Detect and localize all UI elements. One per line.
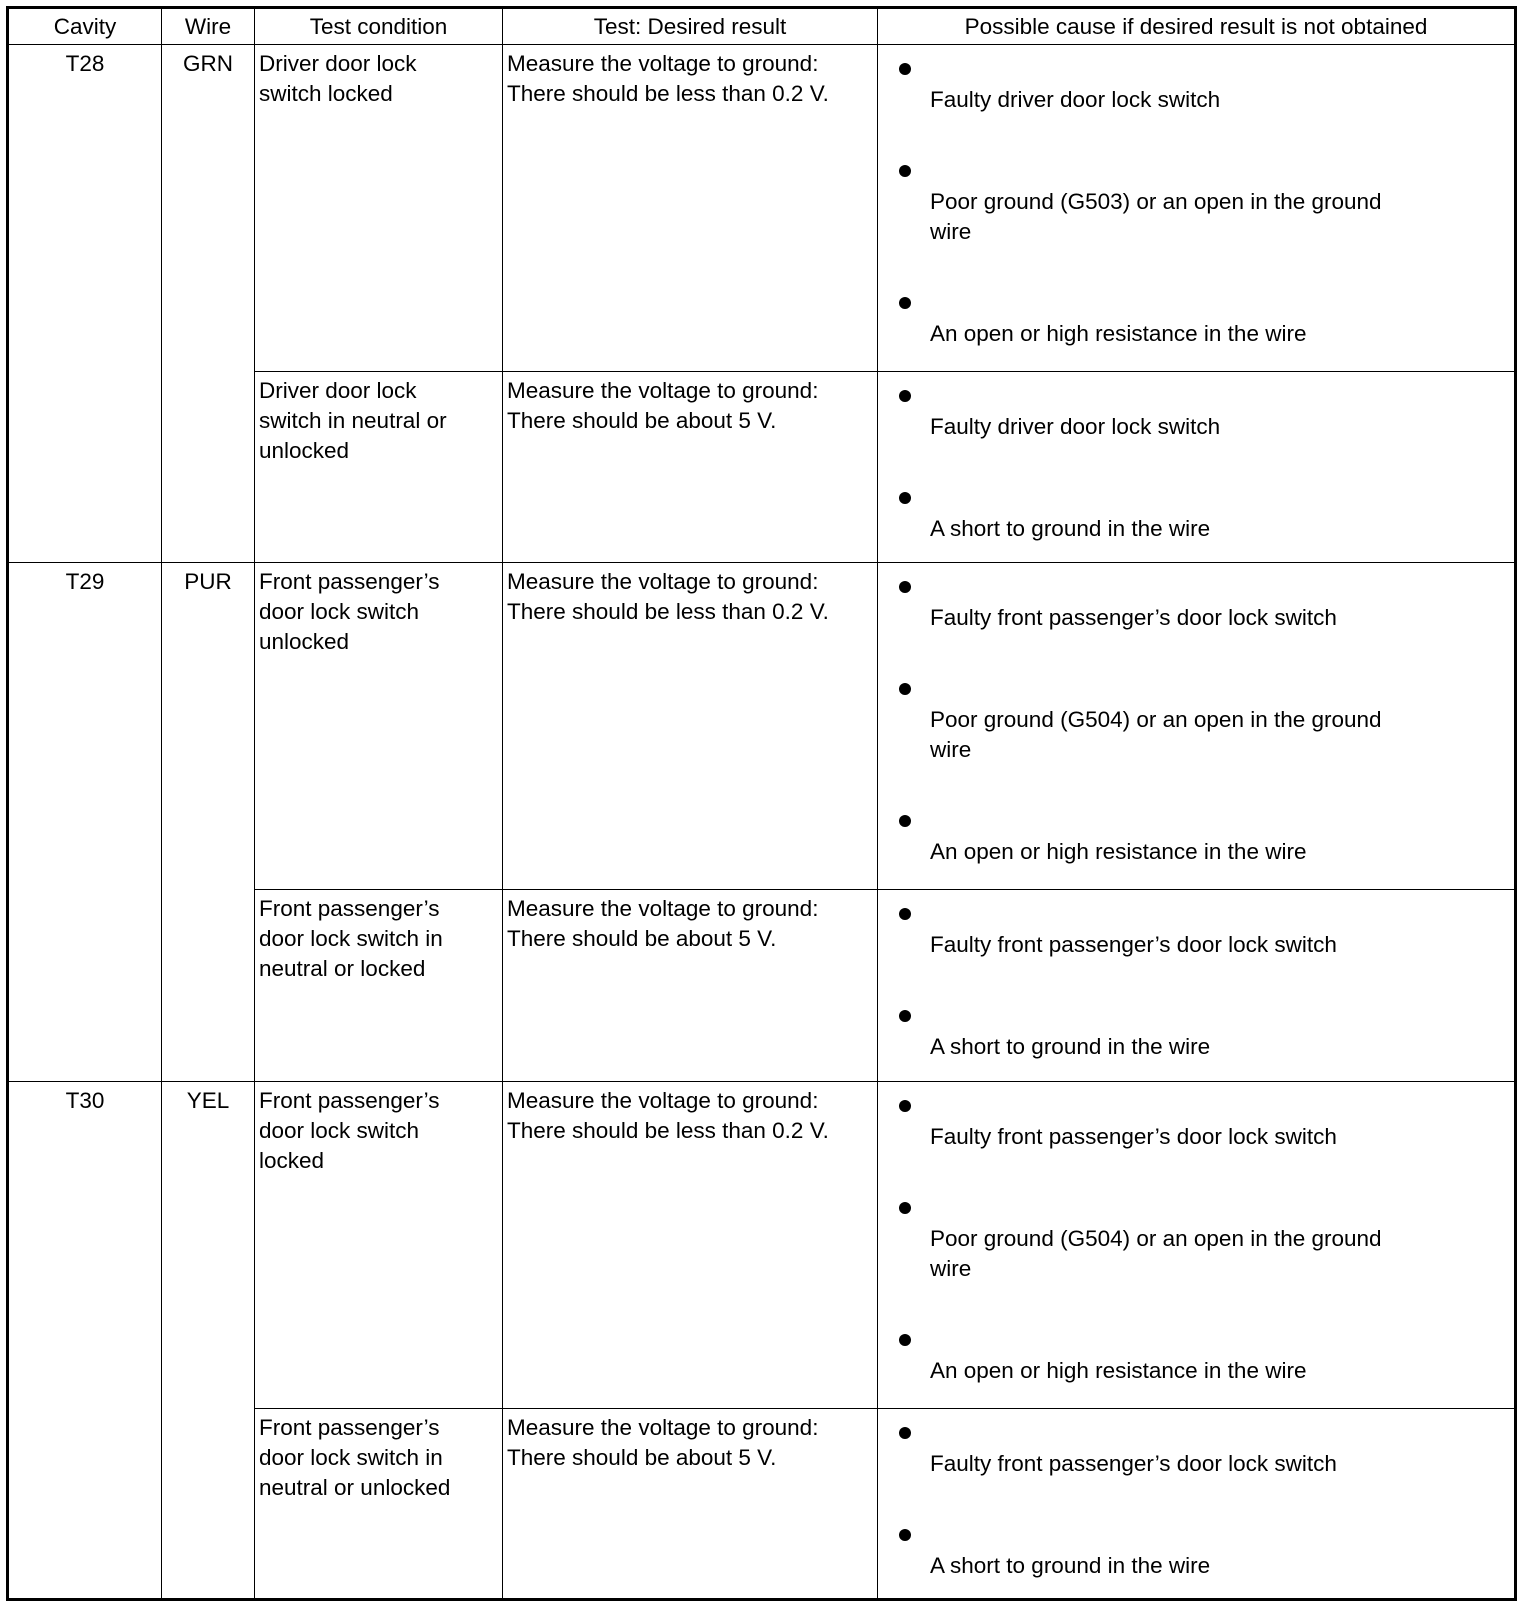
- bullet-icon: [899, 297, 911, 309]
- test-condition-line: door lock switch in: [259, 926, 443, 952]
- wire-color: PUR: [184, 569, 232, 595]
- bullet-icon: [899, 165, 911, 177]
- test-condition-cell: [255, 1408, 503, 1599]
- cause-text: [878, 565, 1514, 633]
- desired-result-line: Measure the voltage to ground:: [507, 51, 819, 76]
- desired-result-cell: [503, 890, 878, 1081]
- desired-result: [503, 1082, 877, 1146]
- test-condition-line: unlocked: [259, 438, 350, 464]
- cause-list: [878, 1082, 1514, 1398]
- cause-list: [878, 563, 1514, 879]
- test-condition-line: Front passenger’s: [259, 1087, 440, 1113]
- cause-item: [878, 1411, 1514, 1479]
- cause-text: [878, 1411, 1514, 1479]
- header-possible-cause: Possible cause if desired result is not obtained: [878, 8, 1516, 45]
- cause-list: [878, 372, 1514, 556]
- table-body: [8, 45, 1516, 1600]
- desired-result-line: There should be less than 0.2 V.: [507, 81, 829, 106]
- desired-result-cell: [503, 1408, 878, 1599]
- cause-item: [878, 149, 1514, 247]
- cause-text-line: A short to ground in the wire: [930, 516, 1211, 542]
- cause-item: [878, 1513, 1514, 1581]
- wire-cell: [162, 563, 255, 1081]
- possible-cause-cell: [878, 1081, 1516, 1408]
- test-condition: [255, 890, 502, 984]
- cause-item: [878, 281, 1514, 349]
- cause-list: [878, 1409, 1514, 1593]
- cavity-cell: [8, 45, 162, 563]
- test-condition-line: unlocked: [259, 629, 350, 655]
- test-condition-cell: [255, 372, 503, 563]
- cause-text: [878, 374, 1514, 442]
- desired-result-line: Measure the voltage to ground:: [507, 1414, 819, 1440]
- test-condition-line: Front passenger’s: [259, 896, 440, 922]
- test-condition-line: switch locked: [259, 81, 393, 106]
- table-row: [8, 563, 1516, 890]
- cause-item: [878, 47, 1514, 115]
- desired-result-line: Measure the voltage to ground:: [507, 896, 819, 922]
- cause-text: [878, 1513, 1514, 1581]
- bullet-icon: [899, 492, 911, 504]
- wire-color: GRN: [183, 51, 233, 76]
- bullet-icon: [899, 63, 911, 75]
- table-row: [8, 45, 1516, 372]
- cavity-cell: [8, 1081, 162, 1599]
- desired-result: [503, 890, 877, 954]
- bullet-icon: [899, 1529, 911, 1541]
- test-condition-line: neutral or locked: [259, 956, 426, 982]
- cause-text: [878, 667, 1514, 765]
- test-condition-cell: [255, 890, 503, 1081]
- cause-text: [878, 47, 1514, 115]
- cause-text-line: Faulty front passenger’s door lock switch: [930, 932, 1337, 958]
- desired-result-line: There should be about 5 V.: [507, 1444, 777, 1470]
- desired-result-line: There should be about 5 V.: [507, 408, 777, 434]
- wire-cell: [162, 45, 255, 563]
- desired-result-cell: [503, 563, 878, 890]
- cause-text-line: Faulty front passenger’s door lock switch: [930, 1450, 1337, 1476]
- cause-item: [878, 994, 1514, 1062]
- desired-result: [503, 1409, 877, 1473]
- desired-result-line: There should be about 5 V.: [507, 926, 777, 952]
- test-condition-line: Front passenger’s: [259, 569, 440, 595]
- desired-result-cell: [503, 372, 878, 563]
- cause-text-line: wire: [930, 1255, 972, 1281]
- header-row: [8, 8, 1516, 45]
- diagnostic-table: [6, 6, 1517, 1601]
- cause-text: [878, 281, 1514, 349]
- desired-result: [503, 563, 877, 627]
- cause-item: [878, 1318, 1514, 1386]
- cause-item: [878, 667, 1514, 765]
- cause-item: [878, 476, 1514, 544]
- bullet-icon: [899, 1100, 911, 1112]
- header-wire: Wire: [162, 8, 255, 45]
- cavity-value: T30: [65, 1087, 105, 1113]
- desired-result-cell: [503, 45, 878, 372]
- desired-result-line: Measure the voltage to ground:: [507, 378, 819, 404]
- test-condition: [255, 372, 502, 466]
- cause-text-line: wire: [930, 737, 972, 763]
- header-test-condition: Test condition: [255, 8, 503, 45]
- bullet-icon: [899, 1334, 911, 1346]
- test-condition-line: Driver door lock: [259, 378, 417, 404]
- bullet-icon: [899, 1202, 911, 1214]
- cause-text-line: A short to ground in the wire: [930, 1552, 1211, 1578]
- header-desired-result: Test: Desired result: [503, 8, 878, 45]
- cause-list: [878, 45, 1514, 361]
- possible-cause-cell: [878, 1408, 1516, 1599]
- cause-text-line: Faulty front passenger’s door lock switch: [930, 605, 1337, 631]
- cause-text: [878, 1318, 1514, 1386]
- cause-text-line: A short to ground in the wire: [930, 1034, 1211, 1060]
- test-condition-line: door lock switch in: [259, 1444, 443, 1470]
- bullet-icon: [899, 390, 911, 402]
- test-condition-cell: [255, 563, 503, 890]
- cause-item: [878, 892, 1514, 960]
- cause-text-line: Poor ground (G504) or an open in the ground: [930, 707, 1382, 733]
- cause-item: [878, 374, 1514, 442]
- desired-result-line: Measure the voltage to ground:: [507, 569, 819, 595]
- test-condition: [255, 1409, 502, 1503]
- cavity-value: T28: [65, 51, 105, 76]
- cause-list: [878, 890, 1514, 1074]
- possible-cause-cell: [878, 890, 1516, 1081]
- test-condition-line: door lock switch: [259, 599, 420, 625]
- cause-text-line: Poor ground (G504) or an open in the ground: [930, 1225, 1382, 1251]
- cause-item: [878, 1084, 1514, 1152]
- cause-text-line: An open or high resistance in the wire: [930, 839, 1307, 865]
- cause-text: [878, 149, 1514, 247]
- test-condition-line: switch in neutral or: [259, 408, 447, 434]
- test-condition-cell: [255, 1081, 503, 1408]
- test-condition: [255, 563, 502, 657]
- desired-result: [503, 372, 877, 436]
- possible-cause-cell: [878, 45, 1516, 372]
- test-condition-line: Driver door lock: [259, 51, 417, 76]
- cause-text-line: An open or high resistance in the wire: [930, 1357, 1307, 1383]
- cause-text-line: Faulty front passenger’s door lock switch: [930, 1123, 1337, 1149]
- cause-item: [878, 565, 1514, 633]
- cause-text: [878, 476, 1514, 544]
- cause-text: [878, 1084, 1514, 1152]
- bullet-icon: [899, 1427, 911, 1439]
- header-cavity: Cavity: [8, 8, 162, 45]
- desired-result-cell: [503, 1081, 878, 1408]
- desired-result-line: There should be less than 0.2 V.: [507, 1117, 829, 1143]
- possible-cause-cell: [878, 372, 1516, 563]
- test-condition: [255, 45, 502, 109]
- cavity-cell: [8, 563, 162, 1081]
- cause-text-line: wire: [930, 219, 972, 244]
- wire-cell: [162, 1081, 255, 1599]
- test-condition-line: Front passenger’s: [259, 1414, 440, 1440]
- cause-text: [878, 892, 1514, 960]
- test-condition-cell: [255, 45, 503, 372]
- test-condition-line: neutral or unlocked: [259, 1474, 451, 1500]
- cause-text: [878, 799, 1514, 867]
- cause-item: [878, 1186, 1514, 1284]
- cause-text-line: Faulty driver door lock switch: [930, 414, 1221, 440]
- desired-result: [503, 45, 877, 109]
- cause-item: [878, 799, 1514, 867]
- cause-text-line: Poor ground (G503) or an open in the ground: [930, 189, 1382, 214]
- desired-result-line: Measure the voltage to ground:: [507, 1087, 819, 1113]
- cause-text-line: An open or high resistance in the wire: [930, 321, 1307, 346]
- test-condition: [255, 1082, 502, 1176]
- test-condition-line: locked: [259, 1147, 325, 1173]
- cause-text: [878, 1186, 1514, 1284]
- cause-text-line: Faulty driver door lock switch: [930, 87, 1221, 112]
- table-row: [8, 1081, 1516, 1408]
- wire-color: YEL: [186, 1087, 230, 1113]
- test-condition-line: door lock switch: [259, 1117, 420, 1143]
- cause-text: [878, 994, 1514, 1062]
- cavity-value: T29: [65, 569, 105, 595]
- possible-cause-cell: [878, 563, 1516, 890]
- desired-result-line: There should be less than 0.2 V.: [507, 599, 829, 625]
